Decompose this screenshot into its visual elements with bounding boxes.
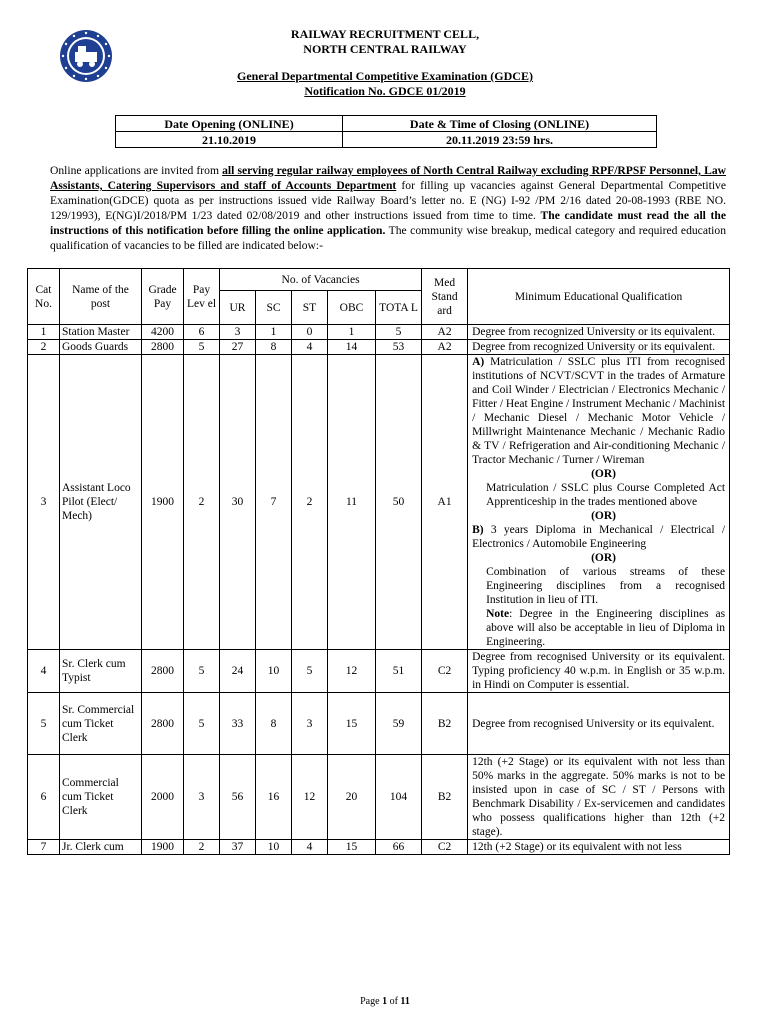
cell-cat: 6 [28, 755, 60, 840]
cell-qualification: Degree from recognized University or its equivalent. [468, 340, 730, 355]
cell-post: Assistant Loco Pilot (Elect/ Mech) [60, 355, 142, 650]
cell-sc: 8 [256, 340, 292, 355]
cell-qualification: 12th (+2 Stage) or its equivalent with not less [468, 840, 730, 855]
org-name-line1: RAILWAY RECRUITMENT CELL, [290, 27, 480, 41]
cell-grade: 1900 [142, 840, 184, 855]
closing-date-value: 20.11.2019 23:59 hrs. [343, 132, 657, 148]
table-row [28, 755, 730, 840]
cell-ur: 33 [220, 693, 256, 755]
cell-ur: 3 [220, 325, 256, 340]
cell-ur: 56 [220, 755, 256, 840]
header-sc: SC [256, 291, 292, 325]
cell-med: B2 [422, 755, 468, 840]
cell-cat: 5 [28, 693, 60, 755]
cell-qualification: 12th (+2 Stage) or its equivalent with not less than 50% marks in the aggregate. 50% marks is not to be insisted upon in case of SC / ST / Persons with Benchmark Disability / Ex-servicemen and candidates who possess qualifications higher than 12th (+2 stage). [468, 755, 730, 840]
cell-cat: 4 [28, 650, 60, 693]
cell-pay: 3 [184, 755, 220, 840]
header-qualification: Minimum Educational Qualification [468, 269, 730, 325]
cell-obc: 12 [328, 650, 376, 693]
cell-total: 59 [376, 693, 422, 755]
cell-st: 4 [292, 840, 328, 855]
page-footer: Page 1 of 11 [360, 996, 410, 1007]
table-row [28, 840, 730, 855]
cell-pay: 2 [184, 355, 220, 650]
cell-obc: 14 [328, 340, 376, 355]
cell-pay: 2 [184, 840, 220, 855]
cell-st: 5 [292, 650, 328, 693]
notification-number: Notification No. GDCE 01/2019 [304, 84, 466, 98]
opening-date-value: 21.10.2019 [116, 132, 343, 148]
cell-total: 5 [376, 325, 422, 340]
cell-total: 66 [376, 840, 422, 855]
cell-qualification: Degree from recognized University or its equivalent. [468, 325, 730, 340]
cell-post: Station Master [60, 325, 142, 340]
cell-pay: 6 [184, 325, 220, 340]
cell-ur: 30 [220, 355, 256, 650]
cell-qualification: A) Matriculation / SSLC plus ITI from recognised institutions of NCVT/SCVT in the trades of Armature and Coil Winder / Electrician / Electronics Mechanic / Fitter / Heat Engine / Instrument Mechanic / Machinist / Mechanic Diesel / Mechanic Motor Vehicle / Millwright Maintenance Mechanic / Mechanic Radio & TV / Refrigeration and Air-conditioning Mechanic / Tractor Mechanic / Turner / Wireman (OR) Matriculation / SSLC plus Course Completed Act Apprenticeship in the trades mentioned above (OR) B) 3 years Diploma in Mechanical / Electrical / Electronics / Automobile Engineering (OR) Combination of various streams of these Engineering disciplines from a recognised Institution in lieu of ITI. Note: Degree in the Engineering disciplines as above will also be acceptable in lieu of Diploma in Engineering. [468, 355, 730, 650]
cell-sc: 10 [256, 650, 292, 693]
cell-ur: 24 [220, 650, 256, 693]
cell-grade: 2000 [142, 755, 184, 840]
cell-pay: 5 [184, 693, 220, 755]
cell-post: Sr. Clerk cum Typist [60, 650, 142, 693]
dates-table [115, 115, 657, 148]
cell-st: 4 [292, 340, 328, 355]
cell-cat: 1 [28, 325, 60, 340]
cell-sc: 10 [256, 840, 292, 855]
exam-title: General Departmental Competitive Examination (GDCE) [237, 69, 533, 83]
org-name-line2: NORTH CENTRAL RAILWAY [303, 42, 467, 56]
cell-obc: 20 [328, 755, 376, 840]
header-obc: OBC [328, 291, 376, 325]
cell-st: 3 [292, 693, 328, 755]
cell-grade: 2800 [142, 340, 184, 355]
cell-total: 104 [376, 755, 422, 840]
header-post: Name of the post [60, 269, 142, 325]
cell-med: A2 [422, 325, 468, 340]
opening-date-label: Date Opening (ONLINE) [116, 116, 343, 132]
cell-sc: 7 [256, 355, 292, 650]
header-cat-no: Cat No. [28, 269, 60, 325]
cell-med: B2 [422, 693, 468, 755]
cell-obc: 11 [328, 355, 376, 650]
header-total: TOTA L [376, 291, 422, 325]
cell-med: C2 [422, 840, 468, 855]
table-row [28, 693, 730, 755]
header-grade-pay: Grade Pay [142, 269, 184, 325]
table-row [28, 650, 730, 693]
cell-pay: 5 [184, 650, 220, 693]
cell-total: 51 [376, 650, 422, 693]
header-vacancies: No. of Vacancies [220, 269, 422, 291]
table-row [28, 325, 730, 340]
cell-st: 12 [292, 755, 328, 840]
cell-sc: 1 [256, 325, 292, 340]
header-ur: UR [220, 291, 256, 325]
header-st: ST [292, 291, 328, 325]
table-row [28, 355, 730, 650]
table-row [28, 340, 730, 355]
cell-obc: 15 [328, 693, 376, 755]
cell-grade: 2800 [142, 693, 184, 755]
vacancies-table [27, 268, 730, 855]
cell-cat: 7 [28, 840, 60, 855]
header-pay-level: Pay Lev el [184, 269, 220, 325]
cell-obc: 1 [328, 325, 376, 340]
cell-ur: 37 [220, 840, 256, 855]
cell-obc: 15 [328, 840, 376, 855]
cell-cat: 3 [28, 355, 60, 650]
cell-post: Sr. Commercial cum Ticket Clerk [60, 693, 142, 755]
cell-st: 2 [292, 355, 328, 650]
cell-med: C2 [422, 650, 468, 693]
cell-grade: 4200 [142, 325, 184, 340]
cell-ur: 27 [220, 340, 256, 355]
cell-total: 53 [376, 340, 422, 355]
cell-post: Commercial cum Ticket Clerk [60, 755, 142, 840]
cell-pay: 5 [184, 340, 220, 355]
cell-sc: 16 [256, 755, 292, 840]
intro-paragraph: Online applications are invited from all serving regular railway employees of North Central Railway excluding RPF/RPSF Personnel, Law Assistants, Catering Supervisors and staff of Accounts Department for filling up vacancies against General Departmental Competitive Examination(GDCE) quota as per instructions issued vide Railway Board’s letter no. E (NG) I-92 /PM 2/16 dated 20-08-1993 (RBE NO. 129/1993), E(NG)I/2018/PM 1/23 dated 02/08/2019 and other instructions issued from time to time. The candidate must read the all the instructions of this notification before filling the online application. The community wise breakup, medical category and required education qualification of vacancies to be filled are indicated below:- [50, 164, 727, 252]
cell-st: 0 [292, 325, 328, 340]
cell-sc: 8 [256, 693, 292, 755]
cell-post: Jr. Clerk cum [60, 840, 142, 855]
closing-date-label: Date & Time of Closing (ONLINE) [343, 116, 657, 132]
cell-total: 50 [376, 355, 422, 650]
cell-med: A2 [422, 340, 468, 355]
cell-qualification: Degree from recognised University or its equivalent. [468, 693, 730, 755]
cell-med: A1 [422, 355, 468, 650]
cell-cat: 2 [28, 340, 60, 355]
header-medical: Med Stand ard [422, 269, 468, 325]
cell-post: Goods Guards [60, 340, 142, 355]
cell-grade: 2800 [142, 650, 184, 693]
cell-qualification: Degree from recognised University or its equivalent. Typing proficiency 40 w.p.m. in English or 35 w.p.m. in Hindi on Computer is essential. [468, 650, 730, 693]
cell-grade: 1900 [142, 355, 184, 650]
